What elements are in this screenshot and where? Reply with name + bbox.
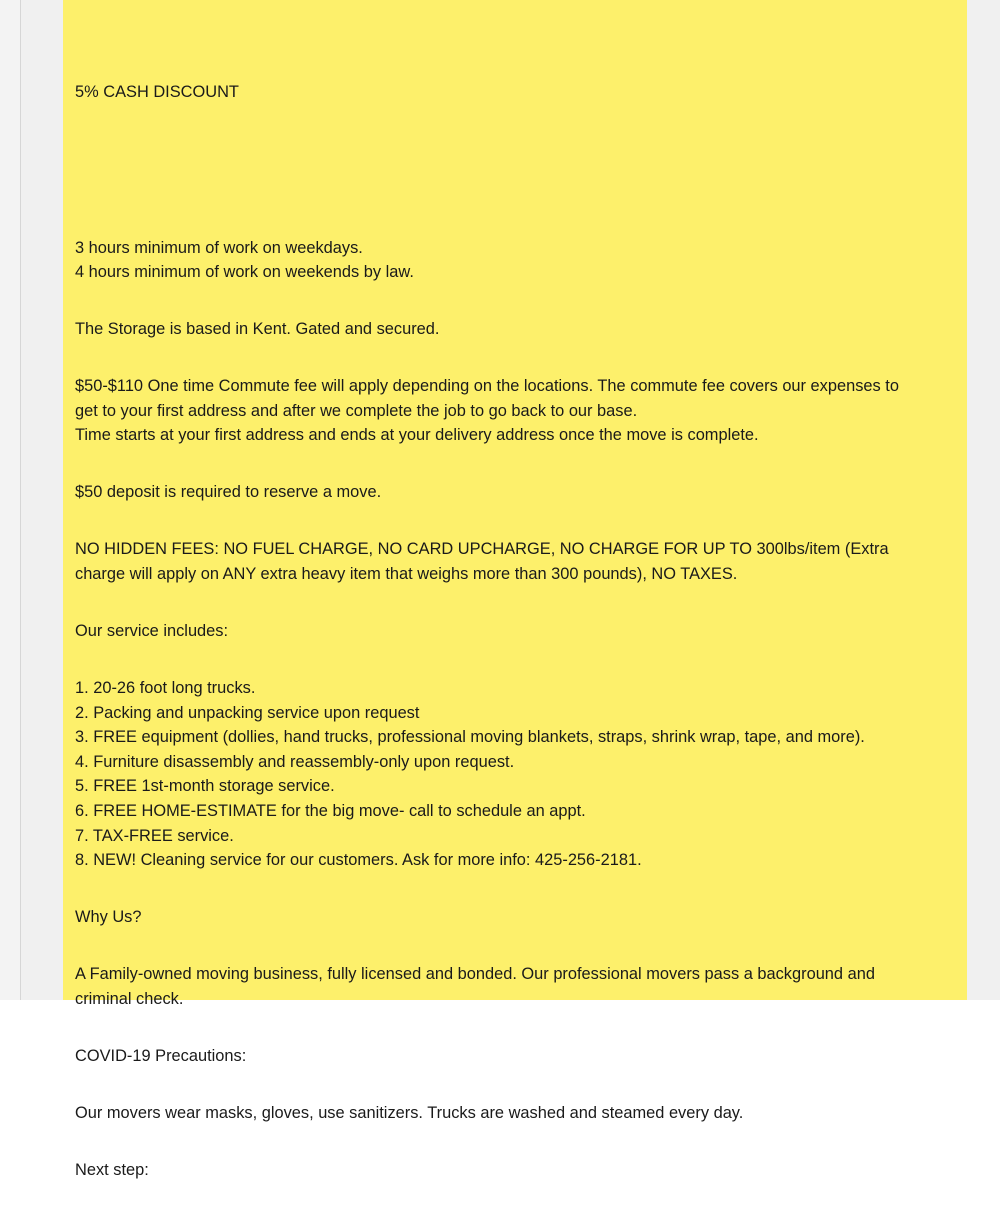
- note-line: 1. 20-26 foot long trucks.: [75, 679, 256, 698]
- note-paragraph: [75, 619, 955, 644]
- note-line: 3 hours minimum of work on weekdays.: [75, 238, 363, 257]
- note-paragraph: [75, 1044, 955, 1069]
- note-paragraph: [75, 480, 955, 505]
- note-line: Our service includes:: [75, 622, 229, 641]
- note-line: Why Us?: [75, 908, 142, 927]
- note-paragraph: [75, 236, 955, 285]
- left-gutter: [0, 0, 20, 1000]
- note-line: Next step:: [75, 1160, 149, 1179]
- note-line: Time starts at your first address and ends at your delivery address once the move is complete.: [75, 426, 759, 445]
- note-line: 8. NEW! Cleaning service for our customers. Ask for more info: 425-256-2181.: [75, 851, 642, 870]
- note-line: 7. TAX-FREE service.: [75, 826, 234, 845]
- note-paragraph: [75, 317, 955, 342]
- yellow-note-panel: [63, 0, 967, 1179]
- note-line: charge will apply on ANY extra heavy item that weighs more than 300 pounds), NO TAXES.: [75, 565, 738, 584]
- note-line: 3. FREE equipment (dollies, hand trucks, professional moving blankets, straps, shrink wrap, tape, and more).: [75, 728, 865, 747]
- content-card: [21, 0, 1000, 1179]
- note-paragraph: [75, 1158, 955, 1183]
- note-line: 6. FREE HOME-ESTIMATE for the big move- call to schedule an appt.: [75, 801, 586, 820]
- note-text: [75, 0, 955, 1215]
- note-line: get to your first address and after we complete the job to go back to our base.: [75, 401, 638, 420]
- note-line: 4 hours minimum of work on weekends by law.: [75, 263, 414, 282]
- note-paragraph: [75, 962, 955, 1011]
- note-line: A Family-owned moving business, fully licensed and bonded. Our professional movers pass a background and: [75, 965, 875, 984]
- note-paragraph: [75, 537, 955, 586]
- note-line: Our movers wear masks, gloves, use sanitizers. Trucks are washed and steamed every day.: [75, 1103, 744, 1122]
- note-line: criminal check.: [75, 989, 184, 1008]
- note-paragraph: [75, 676, 955, 873]
- note-line: 5. FREE 1st-month storage service.: [75, 777, 335, 796]
- note-paragraph: [75, 1101, 955, 1126]
- note-line: COVID-19 Precautions:: [75, 1046, 247, 1065]
- note-line: NO HIDDEN FEES: NO FUEL CHARGE, NO CARD UPCHARGE, NO CHARGE FOR UP TO 300lbs/item (Extra: [75, 540, 889, 559]
- note-line: 2. Packing and unpacking service upon request: [75, 703, 420, 722]
- note-paragraph: [75, 905, 955, 930]
- note-paragraph: [75, 374, 955, 448]
- note-line: The Storage is based in Kent. Gated and secured.: [75, 320, 440, 339]
- note-line: $50 deposit is required to reserve a move.: [75, 483, 382, 502]
- note-partial-top-line: 5% CASH DISCOUNT: [75, 83, 239, 102]
- note-line: $50-$110 One time Commute fee will apply depending on the locations. The commute fee covers our expenses to: [75, 377, 899, 396]
- note-line: 4. Furniture disassembly and reassembly-only upon request.: [75, 752, 515, 771]
